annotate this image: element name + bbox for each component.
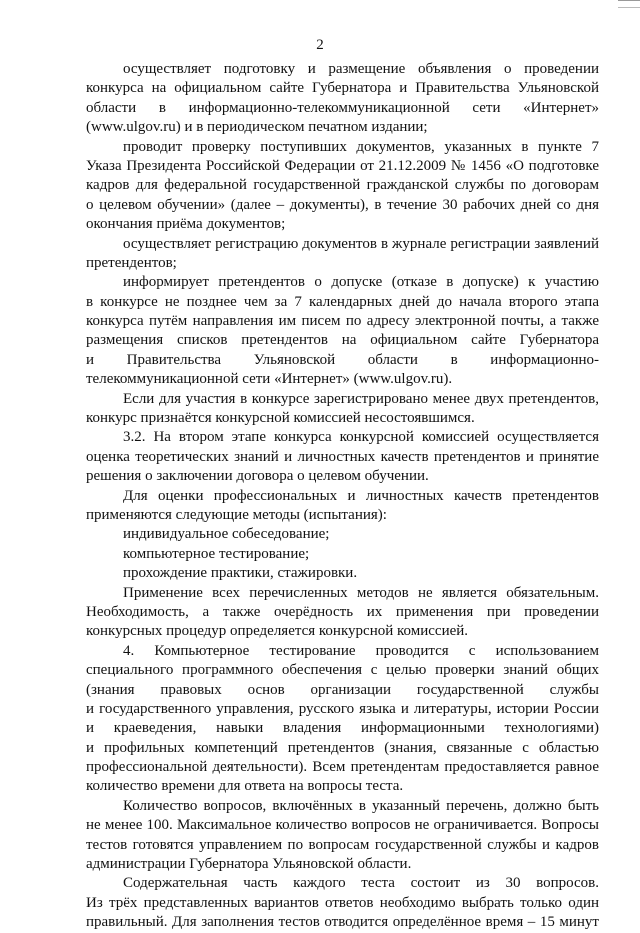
text-line: индивидуальное собеседование; — [123, 526, 330, 543]
text-line: Для оценки профессиональных и личностных качеств претендентов — [123, 487, 599, 504]
text-line: администрации Губернатора Ульяновской области. — [86, 856, 412, 873]
text-line: осуществляет регистрацию документов в журнале регистрации заявлений — [123, 235, 599, 252]
text-line: области в информационно-телекоммуникационной сети «Интернет» — [86, 99, 599, 116]
text-line: решения о заключении договора о целевом обучении. — [86, 468, 429, 485]
text-line: и краеведения, навыки владения информационными технологиями) — [86, 720, 599, 737]
text-line: количество времени для ответа на вопросы теста. — [86, 778, 404, 795]
text-line: компьютерное тестирование; — [123, 545, 310, 562]
text-line: прохождение практики, стажировки. — [123, 565, 358, 582]
text-line: применяются следующие методы (испытания): — [86, 506, 387, 523]
text-line: и государственного управления, русского языка и литературы, истории России — [86, 700, 599, 717]
text-line: осуществляет подготовку и размещение объявления о проведении — [123, 61, 599, 77]
text-line: проводит проверку поступивших документов, указанных в пункте 7 — [123, 138, 599, 155]
text-line: размещения списков претендентов на официальном сайте Губернатора — [86, 332, 599, 349]
text-line: специального программного обеспечения с целью проверки знаний общих — [86, 662, 599, 679]
text-line: Указа Президента Российской Федерации от 21.12.2009 № 1456 «О подготовке — [86, 157, 599, 174]
text-line: правильный. Для заполнения тестов отводится определённое время – 15 минут — [86, 914, 599, 931]
body-text — [86, 60, 599, 933]
text-line: (знания правовых основ организации государственной службы — [86, 681, 599, 698]
text-line: информирует претендентов о допуске (отказе в допуске) к участию — [123, 274, 599, 291]
text-line: 4. Компьютерное тестирование проводится с использованием — [123, 642, 599, 659]
text-line: конкурса на официальном сайте Губернатора и Правительства Ульяновской — [86, 80, 599, 97]
text-line: тестов готовятся управлением по вопросам государственной службы и кадров — [86, 836, 599, 853]
text-line: конкурсных процедур определяется конкурсной комиссией. — [86, 623, 469, 640]
text-line: о целевом обучении» (далее – документы), в течение 30 рабочих дней со дня — [86, 196, 599, 213]
text-line: конкурса путём направления им писем по адресу электронной почты, а также — [86, 313, 599, 330]
text-line: Содержательная часть каждого теста состоит из 30 вопросов. — [123, 875, 599, 892]
page-number: 2 — [316, 37, 324, 53]
text-line: окончания приёма документов; — [86, 216, 286, 233]
text-line: кадров для федеральной государственной гражданской службы по договорам — [86, 177, 599, 194]
text-line: телекоммуникационной сети «Интернет» (www.ulgov.ru). — [86, 371, 453, 388]
text-line: конкурс признаётся конкурсной комиссией несостоявшимся. — [86, 410, 475, 427]
text-line: оценка теоретических знаний и личностных качеств претендентов и принятие — [86, 448, 599, 465]
text-line: (www.ulgov.ru) и в периодическом печатном издании; — [86, 119, 428, 136]
text-line: в конкурсе не позднее чем за 7 календарных дней до начала второго этапа — [86, 293, 599, 310]
text-line: и Правительства Ульяновской области в информационно- — [86, 351, 599, 368]
text-line: претендентов; — [86, 254, 177, 271]
text-line: Количество вопросов, включённых в указанный перечень, должно быть — [123, 797, 599, 814]
text-line: профессиональной деятельности). Всем претендентам предоставляется равное — [86, 759, 599, 776]
text-line: не менее 100. Максимальное количество вопросов не ограничивается. Вопросы — [86, 817, 599, 834]
text-line: Из трёх представленных вариантов ответов необходимо выбрать только один — [86, 894, 599, 911]
text-line: и профильных компетенций претендентов (знания, связанные с областью — [86, 739, 599, 756]
text-line: Применение всех перечисленных методов не является обязательным. — [123, 584, 599, 601]
text-line: Если для участия в конкурсе зарегистрировано менее двух претендентов, — [123, 390, 599, 407]
scan-corner-mark — [618, 0, 640, 8]
text-line: Необходимость, а также очерёдность их применения при проведении — [86, 603, 599, 620]
text-line: 3.2. На втором этапе конкурса конкурсной комиссией осуществляется — [123, 429, 599, 446]
